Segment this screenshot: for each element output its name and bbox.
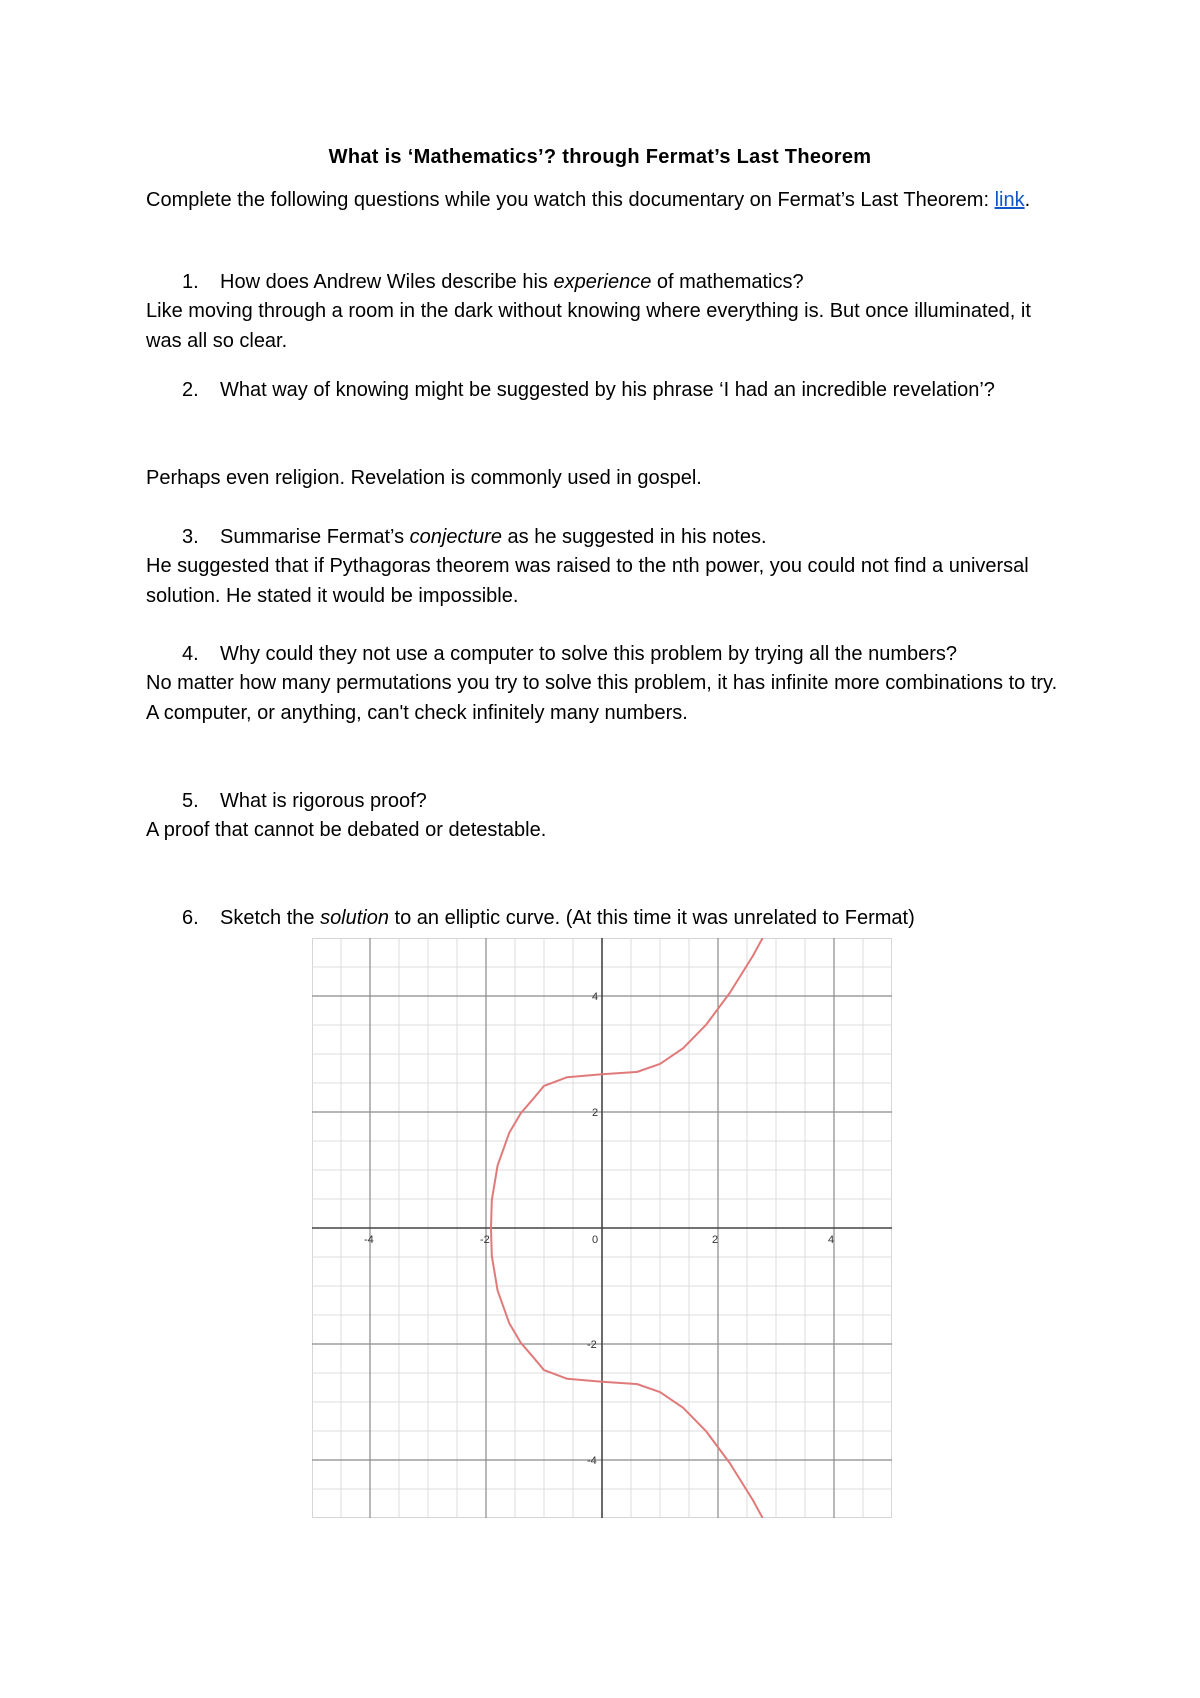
- question-emphasis: experience: [553, 271, 652, 293]
- question-number: 5.: [182, 790, 199, 812]
- answer-3: He suggested that if Pythagoras theorem was raised to the nth power, you could not find a universal solution. He stated it would be impossible.: [146, 555, 1029, 607]
- question-6: [182, 904, 1062, 934]
- question-text: [220, 268, 1060, 298]
- answer-1: Like moving through a room in the dark without knowing where everything is. But once illuminated, it was all so clear.: [146, 300, 1031, 352]
- y-tick-label: 2: [592, 1107, 599, 1119]
- page-title: What is ‘Mathematics’? through Fermat’s Last Theorem: [328, 146, 872, 168]
- question-number: 4.: [182, 643, 199, 665]
- intro-period: .: [1024, 189, 1031, 211]
- x-tick-label: -4: [364, 1234, 374, 1246]
- question-emphasis: conjecture: [409, 526, 502, 548]
- question-text-part: of mathematics?: [651, 271, 804, 293]
- question-number: 3.: [182, 526, 199, 548]
- question-4: [182, 640, 1062, 670]
- x-tick-label: 0: [592, 1234, 599, 1246]
- x-tick-label: 4: [828, 1234, 835, 1246]
- question-text: Why could they not use a computer to solve this problem by trying all the numbers?: [220, 643, 958, 665]
- intro-paragraph: [146, 186, 1066, 216]
- question-text-part: Summarise Fermat’s: [220, 526, 410, 548]
- question-1: [182, 268, 1062, 298]
- elliptic-curve-graph: [312, 938, 892, 1518]
- documentary-link[interactable]: link: [994, 189, 1025, 211]
- question-emphasis: solution: [320, 907, 389, 929]
- x-tick-label: 2: [712, 1234, 719, 1246]
- tick-labels: [364, 991, 834, 1467]
- question-3: [182, 523, 1062, 553]
- answer-5: A proof that cannot be debated or detestable.: [146, 819, 547, 841]
- question-text-part: as he suggested in his notes.: [501, 526, 767, 548]
- question-text: [220, 904, 1060, 934]
- question-2: [182, 376, 1062, 406]
- intro-text: Complete the following questions while you watch this documentary on Fermat’s Last Theorem:: [146, 189, 995, 211]
- question-text: What is rigorous proof?: [220, 790, 427, 812]
- question-number: 1.: [182, 271, 199, 293]
- question-text-part: to an elliptic curve. (At this time it was unrelated to Fermat): [389, 907, 915, 929]
- question-number: 2.: [182, 379, 199, 401]
- question-text: What way of knowing might be suggested by his phrase ‘I had an incredible revelation’?: [220, 379, 995, 401]
- question-5: [182, 787, 1062, 817]
- y-tick-label: -4: [587, 1455, 597, 1467]
- y-tick-label: -2: [587, 1339, 597, 1351]
- x-tick-label: -2: [480, 1234, 490, 1246]
- question-text-part: How does Andrew Wiles describe his: [220, 271, 554, 293]
- answer-4: No matter how many permutations you try to solve this problem, it has infinite more combinations to try. A computer, or anything, can't check infinitely many numbers.: [146, 672, 1058, 724]
- y-tick-label: 4: [592, 991, 599, 1003]
- question-text: [220, 523, 1060, 553]
- question-number: 6.: [182, 907, 199, 929]
- question-text-part: Sketch the: [220, 907, 321, 929]
- answer-2: Perhaps even religion. Revelation is commonly used in gospel.: [146, 467, 702, 489]
